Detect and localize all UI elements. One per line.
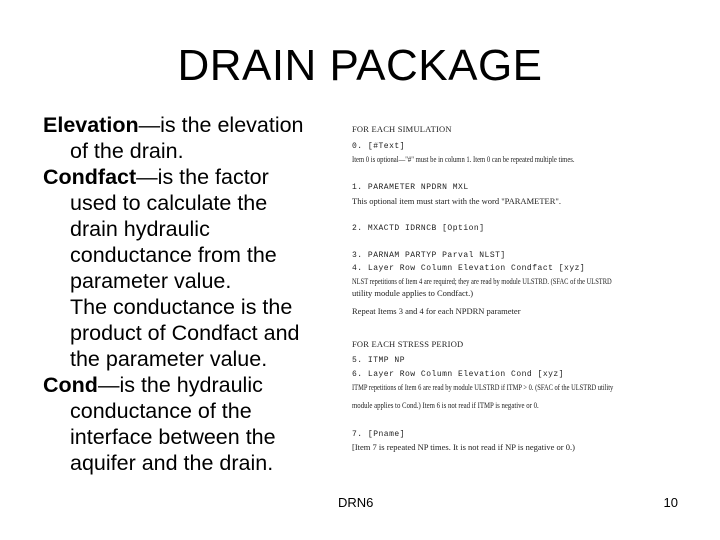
scan-line: 7. [Pname] [352,430,406,439]
definition-line: conductance from the [70,243,277,267]
term-condfact: Condfact [43,165,137,189]
definition-line: interface between the [70,425,276,449]
definition-line: —is the hydraulic [97,373,263,397]
definition-line: —is the factor [136,165,269,189]
scan-line: ITMP repetitions of Item 6 are read by module ULSTRD if ITMP > 0. (SFAC of the ULSTRD utility [352,382,614,392]
definition-line: the parameter value. [70,347,268,371]
scan-line: [Item 7 is repeated NP times. It is not read if NP is negative or 0.) [352,442,575,452]
term-elevation: Elevation [43,113,139,137]
scan-line: module applies to Cond.) Item 6 is not read if ITMP is negative or 0. [352,400,539,410]
definition-cond [43,372,343,476]
scan-line: 1. PARAMETER NPDRN MXL [352,183,469,192]
scan-line: NLST repetitions of Item 4 are required; they are read by module ULSTRD. (SFAC of the ULSTRD [352,276,612,286]
definition-line: used to calculate the [70,191,268,215]
footer-label: DRN6 [338,495,374,510]
definition-condfact [43,164,343,372]
definition-line: —is the elevation [138,113,304,137]
scan-line: 6. Layer Row Column Elevation Cond [xyz] [352,370,565,379]
scan-line: utility module applies to Condfact.) [352,288,474,298]
definition-elevation [43,112,343,164]
scan-section-heading: FOR EACH STRESS PERIOD [352,339,464,349]
scan-line: 5. ITMP NP [352,356,406,365]
scan-line: 3. PARNAM PARTYP Parval NLST] [352,251,506,260]
scan-line: Repeat Items 3 and 4 for each NPDRN parameter [352,306,521,316]
term-cond: Cond [43,373,98,397]
definition-line: of the drain. [70,139,184,163]
slide-title: DRAIN PACKAGE [177,41,543,90]
definition-line: parameter value. [70,269,232,293]
scan-line: 2. MXACTD IDRNCB [Option] [352,224,485,233]
definition-line: product of Condfact and [70,321,300,345]
scan-line: 0. [#Text] [352,142,406,151]
scan-line: Item 0 is optional—"#" must be in column 1. Item 0 can be repeated multiple times. [352,154,575,164]
definition-line: drain hydraulic [70,217,210,241]
definitions-list [43,112,343,476]
definition-line: The conductance is the [70,295,293,319]
input-instructions-scan [352,118,652,463]
definition-line: aquifer and the drain. [70,451,274,475]
scan-line: 4. Layer Row Column Elevation Condfact [xyz] [352,264,586,273]
slide-number: 10 [663,495,678,510]
scan-line: This optional item must start with the word "PARAMETER". [352,196,561,206]
scan-section-heading: FOR EACH SIMULATION [352,124,452,134]
definition-line: conductance of the [70,399,252,423]
